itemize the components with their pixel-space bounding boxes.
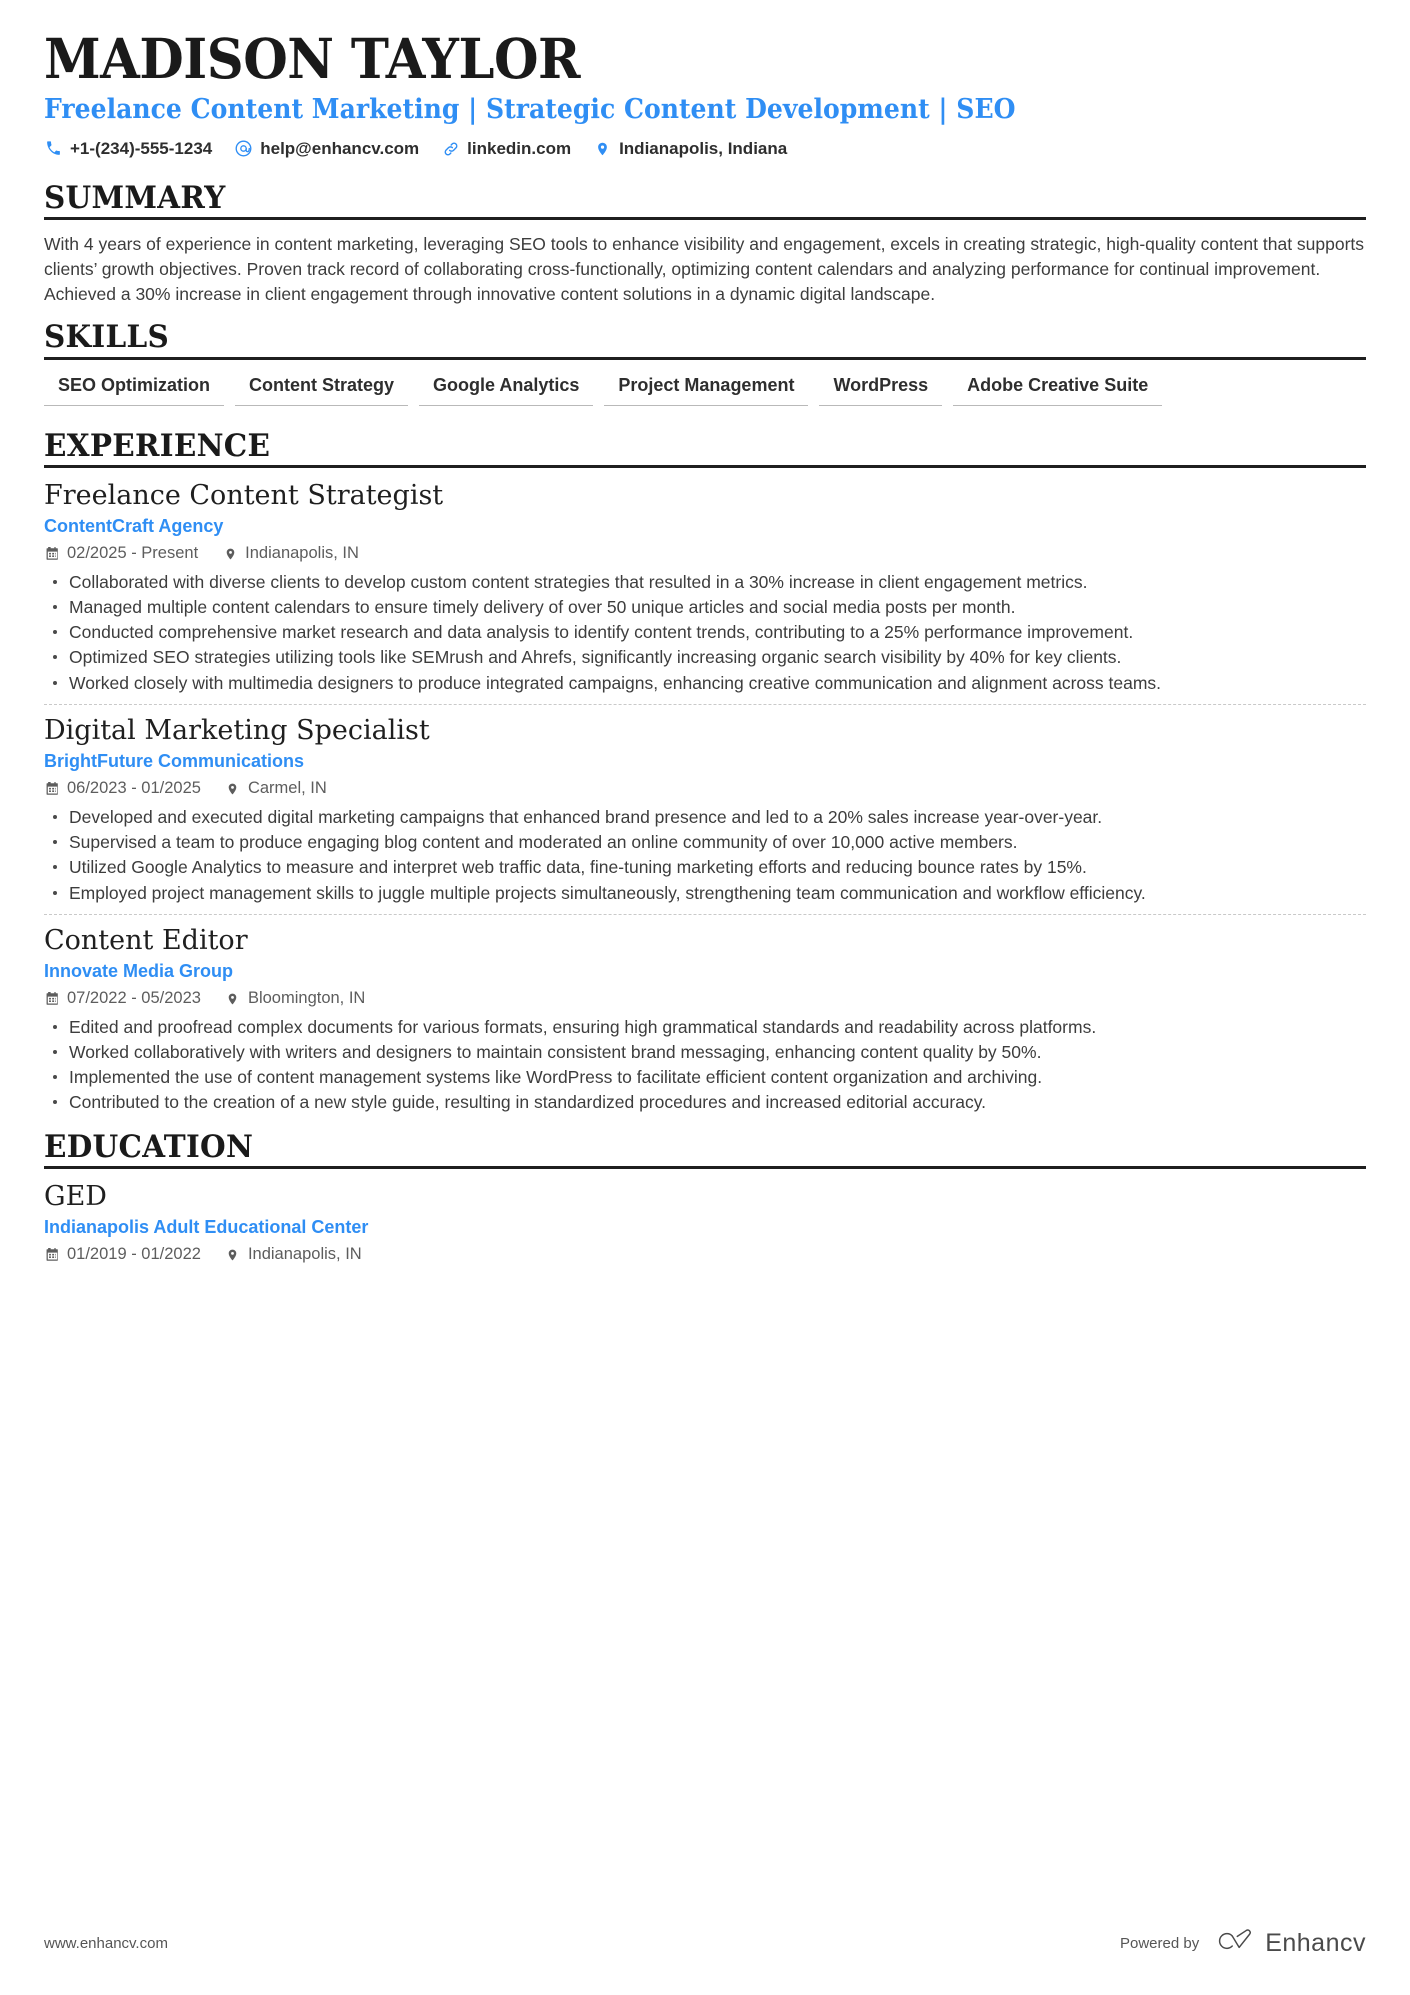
education-dates-text: 01/2019 - 01/2022 — [67, 1245, 201, 1264]
job-dates-text: 06/2023 - 01/2025 — [67, 779, 201, 798]
skill-chip: Content Strategy — [235, 372, 408, 406]
education-degree: GED — [44, 1180, 107, 1212]
candidate-name: MADISON TAYLOR — [44, 26, 581, 91]
job-dates — [44, 989, 201, 1008]
section-title-education: EDUCATION — [44, 1128, 254, 1165]
job-dates — [44, 779, 201, 798]
location-icon — [225, 781, 241, 797]
section-rule — [44, 465, 1366, 468]
bullet-item: Supervised a team to produce engaging blog content and moderated an online community of over 10,000 active members. — [44, 830, 1366, 854]
contact-email[interactable] — [234, 139, 419, 159]
section-summary — [44, 181, 1366, 307]
section-experience — [44, 429, 1366, 1124]
contact-phone[interactable] — [44, 139, 212, 159]
skill-chip: Google Analytics — [419, 372, 593, 406]
job-title: Content Editor — [44, 924, 248, 956]
calendar-icon — [44, 781, 60, 797]
contact-link[interactable] — [441, 139, 571, 159]
location-icon — [225, 991, 241, 1007]
job-meta — [44, 544, 1366, 563]
section-rule — [44, 357, 1366, 360]
section-title-summary: SUMMARY — [44, 179, 226, 216]
enhancv-brand — [1213, 1928, 1366, 1959]
skill-chip: Adobe Creative Suite — [953, 372, 1162, 406]
job-location-text: Indianapolis, IN — [245, 544, 359, 562]
skill-chip: Project Management — [604, 372, 808, 406]
bullet-item: Worked closely with multimedia designers to produce integrated campaigns, enhancing creative communication and alignment across teams. — [44, 671, 1366, 695]
bullet-item: Managed multiple content calendars to ensure timely delivery of over 50 unique articles and social media posts per month. — [44, 595, 1366, 619]
education-meta — [44, 1245, 1366, 1264]
bullet-item: Implemented the use of content management systems like WordPress to facilitate efficient content organization and archiving. — [44, 1065, 1366, 1089]
experience-entry — [44, 704, 1366, 914]
contact-link-text: linkedin.com — [467, 138, 572, 158]
bullet-item: Optimized SEO strategies utilizing tools like SEMrush and Ahrefs, significantly increasing organic search visibility by 40% for key clients. — [44, 645, 1366, 669]
enhancv-wordmark: Enhancv — [1265, 1929, 1366, 1957]
email-icon — [234, 139, 253, 158]
skills-list — [44, 372, 1366, 417]
location-icon — [222, 546, 238, 562]
bullet-item: Contributed to the creation of a new style guide, resulting in standardized procedures and increased editorial accuracy. — [44, 1090, 1366, 1114]
education-school[interactable]: Indianapolis Adult Educational Center — [44, 1217, 369, 1238]
job-location — [225, 779, 327, 798]
bullet-item: Utilized Google Analytics to measure and interpret web traffic data, fine-tuning marketing efforts and reducing bounce rates by 15%. — [44, 855, 1366, 879]
section-education — [44, 1130, 1366, 1279]
job-dates — [44, 544, 198, 563]
bullet-item: Conducted comprehensive market research and data analysis to identify content trends, contributing to a 25% performance improvement. — [44, 620, 1366, 644]
job-meta — [44, 989, 1366, 1008]
job-bullets — [44, 570, 1366, 695]
bullet-item: Employed project management skills to juggle multiple projects simultaneously, strengthening team communication and workflow efficiency. — [44, 881, 1366, 905]
resume-header — [44, 26, 1366, 159]
bullet-item: Collaborated with diverse clients to develop custom content strategies that resulted in a 30% increase in client engagement metrics. — [44, 570, 1366, 594]
job-location — [222, 544, 359, 563]
phone-icon — [44, 139, 63, 158]
job-title: Freelance Content Strategist — [44, 479, 444, 511]
job-dates-text: 02/2025 - Present — [67, 544, 199, 562]
job-location — [225, 989, 365, 1008]
job-location-text: Bloomington, IN — [247, 989, 366, 1008]
summary-text: With 4 years of experience in content marketing, leveraging SEO tools to enhance visibility and engagement, excels in creating strategic, high-quality content that supports clients’ growth objectives. Proven track record of collaborating cross-functionally, optimizing content calendars and analyzing performance for continual improvement. Achieved a 30% increase in client engagement through innovative content solutions in a dynamic digital landscape. — [44, 233, 1365, 304]
education-entry — [44, 1181, 1366, 1279]
footer-website-url[interactable]: www.enhancv.com — [44, 1935, 168, 1952]
contact-location[interactable] — [593, 139, 787, 159]
job-bullets — [44, 1015, 1366, 1115]
page-footer — [44, 1928, 1366, 1959]
job-company[interactable]: BrightFuture Communications — [44, 751, 304, 772]
powered-by-label: Powered by — [1119, 1935, 1200, 1952]
contact-email-text: help@enhancv.com — [260, 138, 420, 158]
skill-chip: WordPress — [819, 372, 942, 406]
section-title-skills: SKILLS — [44, 319, 170, 356]
experience-entry — [44, 480, 1366, 704]
skill-chip: SEO Optimization — [44, 372, 224, 406]
location-icon — [593, 139, 612, 158]
contact-location-text: Indianapolis, Indiana — [619, 138, 788, 158]
section-skills — [44, 320, 1366, 416]
job-title: Digital Marketing Specialist — [44, 714, 430, 746]
calendar-icon — [44, 1247, 60, 1263]
section-rule — [44, 217, 1366, 220]
resume-content — [44, 26, 1366, 1285]
link-icon — [441, 139, 460, 158]
section-title-experience: EXPERIENCE — [44, 427, 271, 464]
job-location-text: Carmel, IN — [247, 779, 327, 798]
bullet-item: Worked collaboratively with writers and designers to maintain consistent brand messaging, enhancing content quality by 50%. — [44, 1040, 1366, 1064]
education-dates — [44, 1245, 201, 1264]
experience-entry — [44, 914, 1366, 1124]
bullet-item: Developed and executed digital marketing campaigns that enhanced brand presence and led to a 20% sales increase year-over-year. — [44, 805, 1366, 829]
job-company[interactable]: ContentCraft Agency — [44, 516, 224, 536]
education-location-text: Indianapolis, IN — [247, 1245, 362, 1264]
job-bullets — [44, 805, 1366, 905]
education-location — [225, 1245, 362, 1264]
contact-phone-text: +1-(234)-555-1234 — [70, 138, 213, 158]
job-meta — [44, 779, 1366, 798]
job-company[interactable]: Innovate Media Group — [44, 961, 234, 982]
contact-row — [44, 139, 1366, 159]
candidate-headline: Freelance Content Marketing | Strategic Content Development | SEO — [44, 93, 1016, 125]
footer-branding — [1120, 1928, 1366, 1959]
job-dates-text: 07/2022 - 05/2023 — [67, 989, 201, 1008]
section-rule — [44, 1166, 1366, 1169]
bullet-item: Edited and proofread complex documents for various formats, ensuring high grammatical standards and readability across platforms. — [44, 1015, 1366, 1039]
calendar-icon — [44, 991, 60, 1007]
enhancv-logo-icon — [1213, 1928, 1257, 1959]
calendar-icon — [44, 546, 60, 562]
location-icon — [225, 1247, 241, 1263]
